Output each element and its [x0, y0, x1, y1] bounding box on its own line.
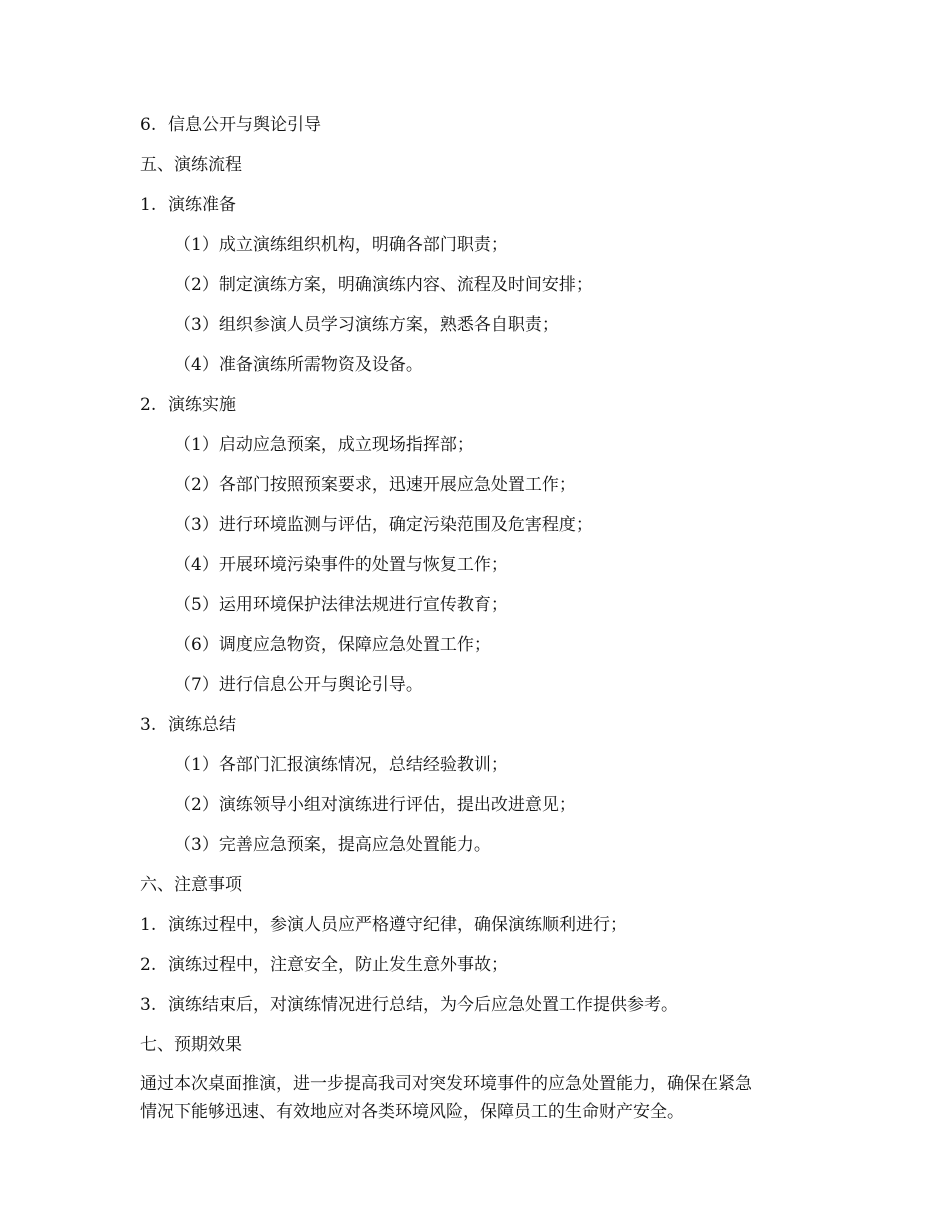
list-item [140, 913, 627, 937]
list-item: （1）启动应急预案，成立现场指挥部； [174, 435, 474, 455]
closing-paragraph-line-2: 情况下能够迅速、有效地应对各类环境风险，保障员工的生命财产安全。 [140, 1102, 684, 1122]
list-item: （3）完善应急预案，提高应急处置能力。 [174, 835, 491, 855]
closing-paragraph-line-1: 通过本次桌面推演，进一步提高我司对突发环境事件的应急处置能力，确保在紧急 [140, 1074, 752, 1094]
section-heading-6: 六、注意事项 [140, 875, 242, 895]
list-item-text: 信息公开与舆论引导 [168, 115, 321, 135]
list-number: 3. [140, 995, 157, 1015]
list-number: 1. [140, 915, 157, 935]
list-item-text: 演练过程中，注意安全，防止发生意外事故； [168, 955, 508, 975]
list-item: （3）进行环境监测与评估，确定污染范围及危害程度； [174, 515, 593, 535]
list-item-text: 演练过程中，参演人员应严格遵守纪律，确保演练顺利进行； [168, 915, 627, 935]
list-item-text: 演练结束后，对演练情况进行总结，为今后应急处置工作提供参考。 [168, 995, 678, 1015]
subsection-title: 演练实施 [168, 395, 236, 415]
list-number: 2. [140, 955, 157, 975]
subsection-title: 演练总结 [168, 715, 236, 735]
list-item: （1）成立演练组织机构，明确各部门职责； [174, 235, 508, 255]
list-number: 3. [140, 715, 157, 735]
subsection-title: 演练准备 [168, 195, 236, 215]
list-item: （6）调度应急物资，保障应急处置工作； [174, 635, 491, 655]
subsection-heading-implementation [140, 393, 236, 417]
list-item-6 [140, 113, 321, 137]
section-heading-5: 五、演练流程 [140, 155, 242, 175]
list-item: （4）开展环境污染事件的处置与恢复工作； [174, 555, 508, 575]
subsection-heading-summary [140, 713, 236, 737]
list-item: （2）制定演练方案，明确演练内容、流程及时间安排； [174, 275, 593, 295]
list-item: （3）组织参演人员学习演练方案，熟悉各自职责； [174, 315, 559, 335]
list-item: （2）各部门按照预案要求，迅速开展应急处置工作； [174, 475, 576, 495]
list-number: 2. [140, 395, 157, 415]
section-heading-7: 七、预期效果 [140, 1035, 242, 1055]
subsection-heading-preparation [140, 193, 236, 217]
list-item: （7）进行信息公开与舆论引导。 [174, 675, 423, 695]
list-item [140, 953, 508, 977]
list-item: （5）运用环境保护法律法规进行宣传教育； [174, 595, 508, 615]
list-number: 1. [140, 195, 157, 215]
list-item: （4）准备演练所需物资及设备。 [174, 355, 423, 375]
list-item: （2）演练领导小组对演练进行评估，提出改进意见； [174, 795, 576, 815]
list-number: 6. [140, 115, 157, 135]
list-item: （1）各部门汇报演练情况，总结经验教训； [174, 755, 508, 775]
list-item [140, 993, 678, 1017]
